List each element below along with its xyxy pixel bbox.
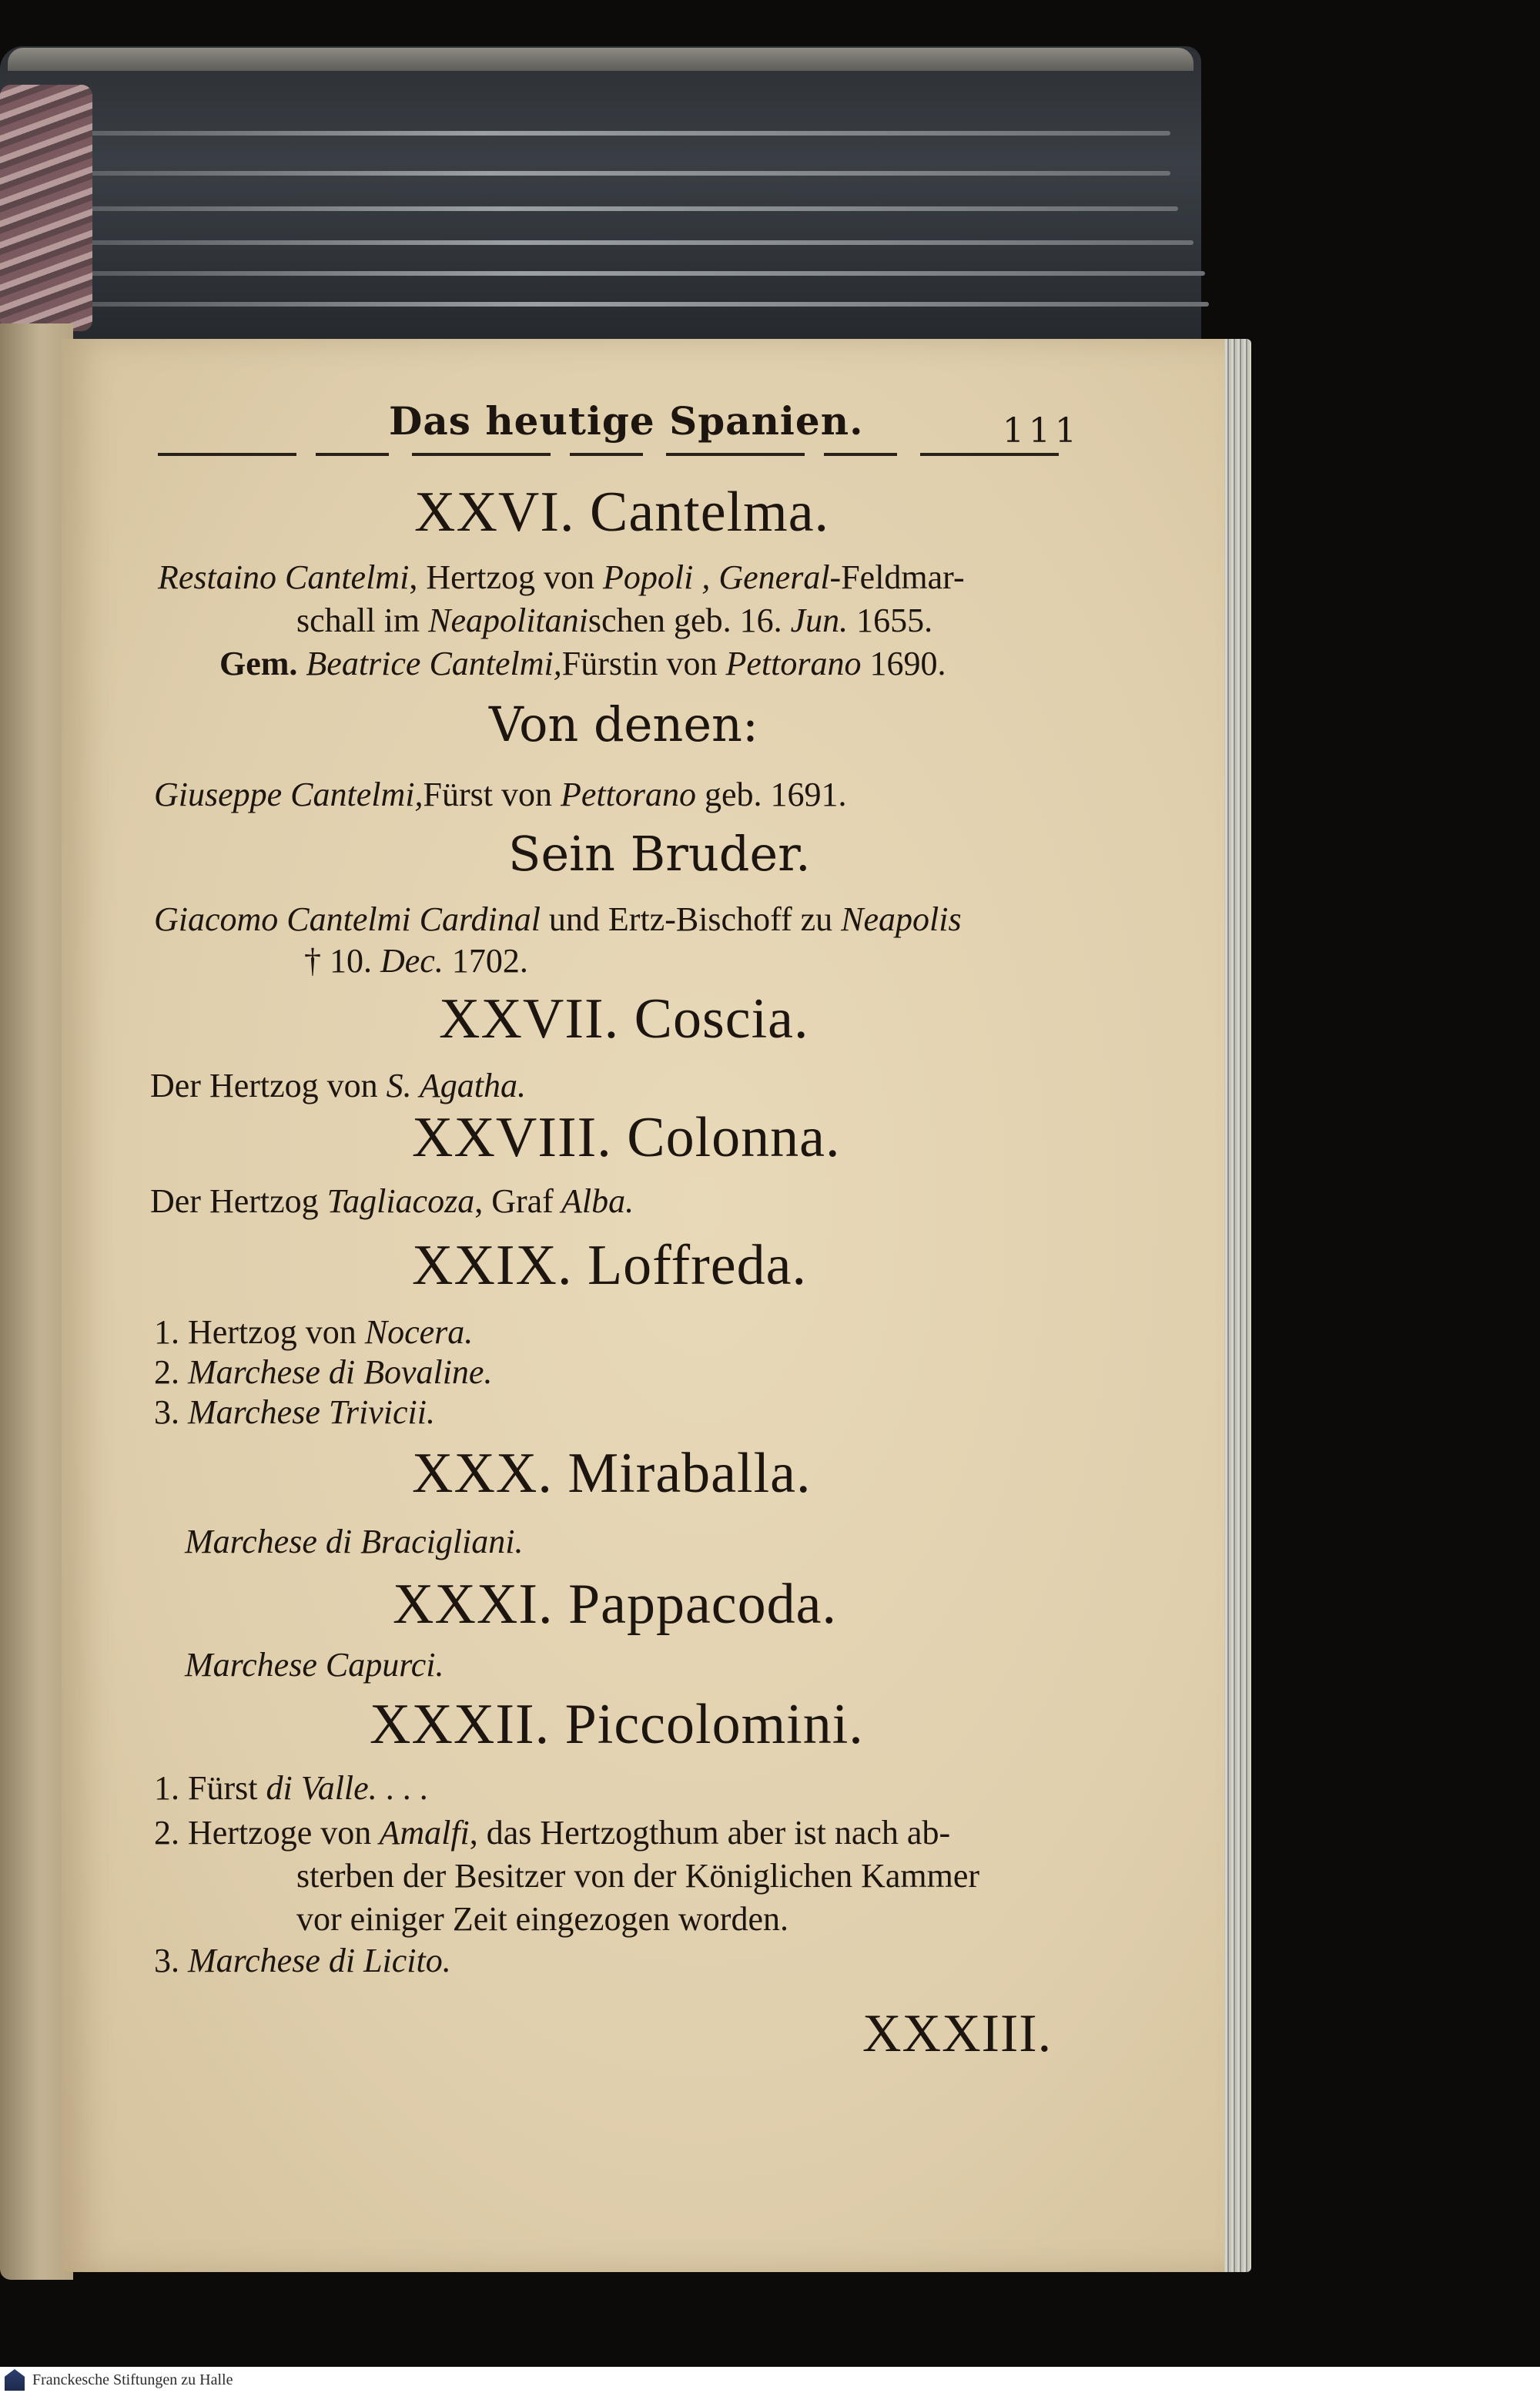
page-stack-line bbox=[31, 171, 1170, 176]
page-stack-line bbox=[73, 271, 1205, 276]
page-stack-line bbox=[46, 206, 1178, 211]
sub-heading: Sein Bruder. bbox=[508, 826, 811, 882]
page-stack-line bbox=[23, 131, 1170, 136]
book-top-edge bbox=[0, 46, 1201, 339]
running-title: Das heutige Spanien. bbox=[389, 398, 864, 444]
list-item: 2. Marchese di Bovaline. bbox=[154, 1353, 493, 1391]
page-stack-line bbox=[62, 240, 1194, 245]
page-stack-line bbox=[85, 302, 1209, 307]
text-line: schall im Neapolitanischen geb. 16. Jun. 1655. bbox=[296, 602, 933, 639]
list-item: 1. Fürst di Valle. . . . bbox=[154, 1769, 428, 1807]
section-heading: XXIX. Loffreda. bbox=[412, 1234, 807, 1297]
text-line: † 10. Dec. 1702. bbox=[304, 942, 528, 980]
section-heading: XXVII. Coscia. bbox=[439, 987, 809, 1051]
list-item: 1. Hertzog von Nocera. bbox=[154, 1313, 474, 1351]
footer-institution: Franckesche Stiftungen zu Halle bbox=[32, 2371, 233, 2388]
text-line: Marchese Capurci. bbox=[185, 1646, 444, 1684]
text-line: Restaino Cantelmi, Hertzog von Popoli , General-Feldmar- bbox=[158, 558, 965, 596]
list-item: 2. Hertzoge von Amalfi, das Hertzogthum aber ist nach ab- bbox=[154, 1814, 951, 1852]
text-line: Der Hertzog von S. Agatha. bbox=[150, 1067, 526, 1104]
text-line: Der Hertzog Tagliacoza, Graf Alba. bbox=[150, 1182, 634, 1220]
headband bbox=[0, 85, 92, 331]
header-rule bbox=[158, 453, 1074, 456]
list-item: vor einiger Zeit eingezogen worden. bbox=[296, 1900, 788, 1938]
list-item: sterben der Besitzer von der Königlichen Kammer bbox=[296, 1857, 980, 1895]
text-line: Giacomo Cantelmi Cardinal und Ertz-Bischoff zu Neapolis bbox=[154, 900, 962, 938]
sub-heading: Von denen: bbox=[489, 696, 758, 752]
section-heading: XXVIII. Colonna. bbox=[412, 1106, 841, 1169]
text-line: Giuseppe Cantelmi,Fürst von Pettorano geb. 1691. bbox=[154, 776, 847, 813]
section-heading: XXX. Miraballa. bbox=[412, 1442, 812, 1505]
list-item: 3. Marchese di Licito. bbox=[154, 1942, 451, 1979]
section-heading: XXXI. Pappacoda. bbox=[393, 1573, 837, 1636]
text-line: Marchese di Bracigliani. bbox=[185, 1523, 524, 1560]
catchword: XXXIII. bbox=[862, 2004, 1053, 2063]
section-heading: XXXII. Piccolomini. bbox=[370, 1693, 864, 1756]
text-line: Gem. Beatrice Cantelmi,Fürstin von Pettorano 1690. bbox=[219, 645, 946, 682]
book-cover-edge bbox=[8, 48, 1194, 71]
page-number: 111 bbox=[1003, 411, 1081, 451]
list-item: 3. Marchese Trivicii. bbox=[154, 1393, 435, 1431]
section-heading: XXVI. Cantelma. bbox=[414, 481, 830, 544]
